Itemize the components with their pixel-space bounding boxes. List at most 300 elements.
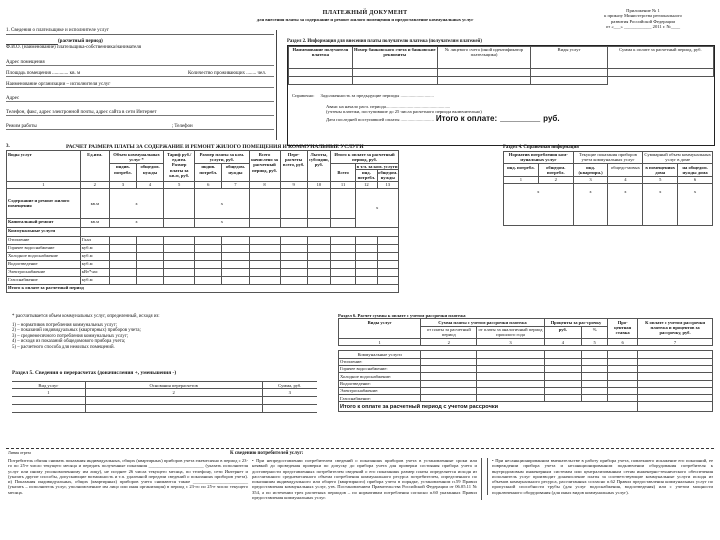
service-unit: кв.м [80, 188, 109, 218]
table-row [339, 395, 713, 402]
notes-item: 5) – расчетного способа для нежилых помещений. [12, 344, 115, 350]
tariff-cell[interactable] [164, 218, 195, 227]
cell[interactable] [109, 236, 136, 244]
cell[interactable] [377, 268, 398, 276]
col-service-type: Вид услуг [12, 382, 85, 389]
cell[interactable] [307, 218, 330, 227]
org-row[interactable] [6, 77, 274, 88]
col-number: 1 [339, 339, 421, 346]
service-name: Водоотведение: [339, 380, 421, 387]
col-interest-rub: руб. [544, 326, 581, 339]
cell[interactable] [280, 188, 307, 218]
cell[interactable] [421, 351, 477, 358]
cell[interactable] [109, 252, 136, 260]
col-total-accrued: Всего начислено за расчетный период, руб. [249, 151, 280, 181]
col-number: 6 [195, 181, 222, 188]
section3-charges [6, 144, 399, 293]
col-meter-common: общедо-мовых [608, 164, 643, 177]
col-bank-account: Номер банковского счета и банковские реквизиты [352, 46, 437, 68]
recipient-cell[interactable] [289, 76, 353, 84]
cell[interactable] [331, 236, 356, 244]
col-number: 10 [307, 181, 330, 188]
cell[interactable] [608, 380, 638, 387]
cell[interactable] [608, 358, 638, 365]
col-number: 3 [262, 389, 317, 396]
cell[interactable] [356, 252, 377, 260]
last-payment-label: Дата последней поступившей оплаты ............................. [326, 117, 434, 123]
cell[interactable] [331, 276, 356, 284]
cell[interactable] [249, 252, 280, 260]
cell[interactable] [544, 387, 581, 394]
col-number: 6 [608, 339, 638, 346]
cell[interactable] [307, 188, 330, 218]
cell[interactable] [137, 268, 164, 276]
col-rate: Про-центная ставка [608, 319, 638, 339]
cell[interactable] [222, 260, 249, 268]
cell[interactable] [331, 188, 356, 218]
cell[interactable] [544, 351, 581, 358]
table-row [339, 365, 713, 372]
contacts-label: Телефон, факс, адрес электронной почты, адрес сайта в сети Интернет [6, 109, 157, 115]
cell[interactable] [544, 358, 581, 365]
cell[interactable] [195, 276, 222, 284]
cell[interactable] [477, 380, 544, 387]
service-name: Содержание и ремонт жилого помещения [7, 188, 81, 218]
cell[interactable] [356, 276, 377, 284]
cell[interactable] [280, 260, 307, 268]
col-common-needs: на общедом. нужды дома [678, 164, 713, 177]
cell[interactable] [195, 260, 222, 268]
table-row [339, 351, 713, 358]
section3-heading [6, 144, 399, 150]
table-row [7, 252, 399, 260]
table-row [7, 227, 399, 236]
section1-payer-info [6, 28, 274, 130]
cell[interactable] [307, 236, 330, 244]
cell[interactable] [638, 351, 713, 358]
table-row [12, 396, 317, 404]
col-to-pay-common: общедом. нужды [378, 170, 398, 181]
cell[interactable] [109, 268, 136, 276]
notes-item: 4) – исходя из показаний общедомового прибора учета; [12, 339, 126, 345]
to-pay-mark: х [356, 188, 399, 227]
common-needs-mark: х [678, 183, 713, 225]
col-number: 6 [678, 176, 713, 183]
cell[interactable] [638, 365, 713, 372]
total-row [7, 284, 399, 292]
col-pay-common: общедом. нужды [222, 163, 249, 181]
service-name: Газоснабжение [7, 276, 81, 284]
cell[interactable] [307, 252, 330, 260]
cell[interactable] [222, 244, 249, 252]
col-to-pay: Итого к оплате за расчетный период, руб. [331, 151, 399, 164]
service-name: Электроснабжение [7, 268, 81, 276]
section3-title: РАСЧЕТ РАЗМЕРА ПЛАТЫ ЗА СОДЕРЖАНИЕ И РЕМОНТ ЖИЛОГО ПОМЕЩЕНИЯ И КОММУНАЛЬНЫЕ УСЛУГИ [66, 144, 364, 150]
account-cell[interactable] [437, 76, 531, 84]
service-name: Коммунальные услуги [339, 351, 421, 358]
cell[interactable] [280, 236, 307, 244]
table-row [7, 188, 399, 218]
cell[interactable] [85, 396, 262, 404]
cell[interactable] [477, 351, 544, 358]
table-row [7, 218, 399, 227]
reference-label: Справочно: [292, 92, 315, 98]
cell[interactable] [638, 358, 713, 365]
col-recipient-name: Наименование получателя платежа [289, 46, 353, 68]
table-row [339, 380, 713, 387]
footer-title: К сведению потребителей услуг: [230, 451, 304, 456]
premises-mark: х [643, 183, 678, 225]
section4-title: Раздел 4. Справочная информация [503, 145, 579, 150]
cell[interactable] [544, 373, 581, 380]
cell[interactable] [608, 365, 638, 372]
section5-recalculations [12, 370, 317, 413]
cell[interactable] [638, 387, 713, 394]
cell[interactable] [222, 252, 249, 260]
cell[interactable] [477, 365, 544, 372]
col-number: 4 [544, 339, 581, 346]
recipients-table [288, 46, 714, 85]
footer-col-1: Потребитель обязан снимать показания индивидуальных, общих (квартирных) приборов учета ежемесячно в период с 23-го по 25-е число текущего месяца и передать полученные показания ________________________ (указать исполнителя услуг или иному уполномоченному им лицу), не позднее 26 числа текущего месяца, по телефону, сети Интернет и (указать другие способы, допускающие возможность и т.п. удаленной передачи сведений о показаниях приборов учета). и) Показания индивидуальных, общих (квартирных) приборов учета снимаются также ________________________ (указать – исполнитель услуг, уполномоченное им лицо или иная организация) в период с 23-го по 25-е число текущего месяца. [8, 458, 248, 495]
cell[interactable] [249, 260, 280, 268]
table-row [12, 404, 317, 412]
table-row [7, 236, 399, 244]
cell[interactable] [249, 276, 280, 284]
cell[interactable] [421, 373, 477, 380]
cell[interactable] [307, 244, 330, 252]
cell[interactable] [137, 276, 164, 284]
bank-cell[interactable] [352, 76, 437, 84]
phone-label: ; Телефон [171, 123, 193, 129]
cell [80, 227, 398, 236]
col-sum: Сумма, руб. [262, 382, 317, 389]
service-unit: куб.м [80, 276, 109, 284]
col-number: 4 [608, 176, 643, 183]
table-row [7, 276, 399, 284]
cell[interactable] [608, 373, 638, 380]
cell[interactable] [421, 358, 477, 365]
col-payment-size: Размер платы за ком. услуги, руб. [195, 151, 249, 164]
org-address-row[interactable] [6, 88, 274, 102]
recalc-table [12, 381, 317, 413]
appendix-block [588, 8, 698, 29]
amount-cell[interactable] [607, 76, 713, 84]
cell[interactable] [477, 373, 544, 380]
service-name: Отопление: [339, 358, 421, 365]
cell[interactable] [377, 252, 398, 260]
cell[interactable] [582, 387, 608, 394]
cell[interactable] [195, 252, 222, 260]
cell[interactable] [195, 244, 222, 252]
col-from-prev: от платы за аналогичный период прошлого года [478, 327, 543, 338]
cut-line [6, 448, 714, 449]
appendix-line: к приказу Министерства регионального [604, 13, 682, 19]
debt-row [292, 93, 710, 98]
col-interest: Проценты за рас-срочку [544, 319, 608, 326]
col-number: 2 [421, 339, 477, 346]
cell[interactable] [280, 276, 307, 284]
cell[interactable] [638, 373, 713, 380]
cell[interactable] [477, 395, 544, 402]
cell[interactable] [638, 380, 713, 387]
cell[interactable] [356, 236, 377, 244]
col-norms: Норматив потребления ком-мунальных услуг [504, 151, 574, 164]
col-number: 7 [638, 339, 713, 346]
col-number: 5 [643, 176, 678, 183]
cell[interactable] [377, 276, 398, 284]
col-services: Виды услуг [339, 319, 421, 339]
footer-col-3: • При несанкционированном вмешательстве в работу прибора учета, повлекшего искажение его показаний, ее повреждении прибора учета и несанкционированном подключении оборудования потребителя к внутридомовым инженерным системам или централизованным сетям инженерно-технического обеспечения исполнитель услуг производит доначисление платы за соответствующие коммунальные услуги исходя из объемов коммунального ресурса, рассчитанных согласно п.62 Правил предоставления коммунальных услуг по пропускной способности трубы (для услуг водоснабжения, водоотведения) или с учетом мощности подключенного оборудования (для иных видов коммунальных услуг). [487, 458, 713, 495]
col-number: 1 [7, 181, 81, 188]
cell[interactable] [421, 365, 477, 372]
col-interest-pct: % [582, 326, 608, 339]
col-to-pay-split [356, 170, 398, 181]
notes-item: 3) – среднемесячного потребления коммунальных услуг; [12, 333, 129, 339]
tariff-cell[interactable] [164, 188, 195, 218]
col-service-types: Виды услуг [531, 46, 608, 68]
cell[interactable] [582, 365, 608, 372]
address-row[interactable] [6, 55, 274, 66]
cell[interactable] [307, 268, 330, 276]
cell[interactable] [582, 395, 608, 402]
cell[interactable] [164, 252, 195, 260]
table-row [7, 260, 399, 268]
service-name: Электроснабжение: [339, 387, 421, 394]
cell[interactable] [137, 244, 164, 252]
col-number: 11 [331, 181, 356, 188]
period-label: (расчетный период) [58, 38, 103, 44]
cell[interactable] [164, 276, 195, 284]
section6-installment [338, 313, 713, 412]
cell[interactable] [608, 395, 638, 402]
payments-note: (учтены платежи, поступившие до 25 числа расчетного периода включительно) [326, 109, 482, 115]
col-in-premises: в помещениях дома [643, 164, 678, 177]
col-sum-installment: Сумма платы с учетом рассрочки платежа [421, 319, 544, 326]
col-number: 5 [164, 181, 195, 188]
contacts-row[interactable] [6, 102, 274, 116]
cell[interactable] [582, 380, 608, 387]
service-cell[interactable] [531, 68, 608, 76]
cell[interactable] [195, 268, 222, 276]
cell[interactable] [421, 380, 477, 387]
cell[interactable] [164, 260, 195, 268]
section6-title: Раздел 6. Расчет суммы к оплате с учетом рассрочки платежа [338, 313, 466, 318]
document-title: ПЛАТЕЖНЫЙ ДОКУМЕНТ [322, 10, 408, 16]
cell[interactable] [280, 244, 307, 252]
cell[interactable] [377, 244, 398, 252]
cell[interactable] [222, 236, 249, 244]
cell[interactable] [307, 276, 330, 284]
cell[interactable] [544, 380, 581, 387]
cell[interactable] [262, 404, 317, 412]
cell[interactable] [262, 396, 317, 404]
total-label: Итого к оплате: [435, 114, 498, 124]
service-name: Газоснабжение: [339, 395, 421, 402]
cell[interactable] [421, 395, 477, 402]
cell[interactable] [377, 260, 398, 268]
cell[interactable] [582, 351, 608, 358]
period-field[interactable] [6, 39, 58, 45]
cell[interactable] [249, 188, 280, 218]
col-to-pay-incl-group [356, 163, 399, 181]
col-number-row [339, 339, 713, 346]
cell[interactable] [109, 276, 136, 284]
cell[interactable] [477, 387, 544, 394]
cell[interactable] [608, 351, 638, 358]
service-name: Отопление [7, 236, 81, 244]
document-header [235, 10, 495, 22]
service-name: Водоотведение [7, 260, 81, 268]
cell[interactable] [249, 244, 280, 252]
col-number-row [504, 176, 713, 183]
col-number: 1 [12, 389, 85, 396]
col-benefits: Льготы, субсидии, руб. [307, 151, 330, 181]
col-number-row [7, 181, 399, 188]
area-label: Площадь помещения ............. кв. м [6, 70, 81, 76]
col-volume-ind: индив. потребл. [109, 163, 136, 181]
cell[interactable] [164, 244, 195, 252]
cell[interactable] [544, 365, 581, 372]
col-number: 9 [280, 181, 307, 188]
service-cell[interactable] [531, 76, 608, 84]
cell[interactable] [582, 373, 608, 380]
col-to-pay-incl: в т.ч. за ком. услуги [356, 163, 398, 169]
reference-table [503, 151, 713, 226]
meter-common-mark: х [608, 183, 643, 225]
col-number: 2 [85, 389, 262, 396]
col-number: 4 [137, 181, 164, 188]
col-number: 12 [356, 181, 377, 188]
col-norm-ind: инд. потребл. [504, 164, 539, 177]
volume-mark: х [109, 188, 163, 218]
cell[interactable] [377, 236, 398, 244]
cell[interactable] [164, 236, 195, 244]
cell[interactable] [331, 260, 356, 268]
meter-ind-mark: х [573, 183, 608, 225]
total-row-label: Итого к оплате за расчетный период [7, 284, 399, 292]
org-label: Наименование организации – исполнителя услуг [6, 81, 111, 87]
service-name: Холодное водоснабжение: [339, 373, 421, 380]
cell[interactable] [638, 395, 713, 402]
cell[interactable] [356, 260, 377, 268]
document-subtitle: для внесения платы за содержание и ремонт жилого помещения и предоставление коммунальных услуг [256, 16, 474, 22]
cell[interactable] [164, 268, 195, 276]
account-cell[interactable] [437, 68, 531, 76]
notes-item: 2) – показаний индивидуальных (квартирных) приборов учета; [12, 328, 141, 334]
col-number: 2 [538, 176, 573, 183]
service-unit: кВт*час [80, 268, 109, 276]
cell[interactable] [195, 236, 222, 244]
col-number: 3 [573, 176, 608, 183]
appendix-line: от «___» ____________ 2011 г. №____ [605, 23, 681, 29]
cell[interactable] [280, 268, 307, 276]
col-number: 7 [222, 181, 249, 188]
cell[interactable] [222, 268, 249, 276]
cell[interactable] [109, 260, 136, 268]
service-name: Капитальный ремонт [7, 218, 81, 227]
cell[interactable] [356, 268, 377, 276]
table-row [339, 358, 713, 365]
cell[interactable] [249, 236, 280, 244]
cell[interactable] [280, 218, 307, 227]
service-name: Холодное водоснабжение [7, 252, 81, 260]
cell[interactable] [249, 218, 280, 227]
recipient-cell[interactable] [289, 68, 353, 76]
col-services: Виды услуг [7, 151, 81, 181]
col-recalc: Пере-расчеты всего, руб. [280, 151, 307, 181]
total-row-label: Итого к оплате за расчетный период с учетом рассрочки [339, 402, 638, 412]
cell[interactable] [356, 244, 377, 252]
amount-cell[interactable] [607, 68, 713, 76]
service-unit: кв.м [80, 218, 109, 227]
cell[interactable] [12, 404, 85, 412]
cell[interactable] [331, 218, 356, 227]
service-name: Коммунальные услуги [7, 227, 81, 236]
payment-mark: х [195, 218, 249, 227]
notes-item: 1) – нормативов потребления коммунальных услуг; [12, 322, 118, 328]
cell[interactable] [249, 268, 280, 276]
col-pay-ind: индив. потребл. [195, 163, 222, 181]
col-number: 3 [477, 339, 544, 346]
bank-cell[interactable] [352, 68, 437, 76]
last-payment-row [326, 114, 710, 123]
cell[interactable] [608, 387, 638, 394]
cell[interactable] [331, 252, 356, 260]
col-volume: Объем коммунальных услуг * [109, 151, 163, 164]
appendix-line: развития Российской Федерации [611, 18, 675, 24]
section3-number: 3. [6, 144, 10, 149]
cell[interactable] [544, 395, 581, 402]
cell[interactable] [331, 244, 356, 252]
cell[interactable] [137, 260, 164, 268]
col-recalc-basis: Основания перерасчетов [85, 382, 262, 389]
hours-label: Режим работы [6, 123, 37, 129]
cell[interactable] [331, 268, 356, 276]
col-tariff: Тариф руб./ед.изм. Размер платы за кв.м, руб. [164, 151, 195, 181]
table-row [339, 373, 713, 380]
payment-mark: х [195, 188, 249, 218]
cell[interactable] [307, 260, 330, 268]
debt-label: Задолженность за предыдущие периоды ............................. [320, 92, 434, 98]
currency-label: руб. [543, 114, 560, 124]
cell[interactable] [280, 252, 307, 260]
address-label: Адрес помещения [6, 59, 45, 65]
charges-table [6, 150, 399, 293]
col-number: 13 [377, 181, 398, 188]
col-unit: Ед.изм. [80, 151, 109, 181]
area-row [6, 66, 274, 77]
cell[interactable] [477, 358, 544, 365]
cell[interactable] [137, 252, 164, 260]
cell[interactable] [222, 276, 249, 284]
table-row [339, 387, 713, 394]
cell[interactable] [582, 358, 608, 365]
col-number: 3 [109, 181, 136, 188]
service-name: Горячее водоснабжение [7, 244, 81, 252]
col-volume-common: общедом. нужды [137, 163, 164, 181]
cell[interactable] [137, 236, 164, 244]
total-cell[interactable] [638, 402, 713, 412]
cell[interactable] [421, 387, 477, 394]
total-blank[interactable]: __________ [500, 114, 541, 124]
cell[interactable] [12, 396, 85, 404]
residents-label: Количество проживающих ........ чел. [188, 70, 266, 76]
table-row [7, 268, 399, 276]
service-unit: Гкал [80, 236, 109, 244]
hours-row[interactable] [6, 116, 274, 130]
cell[interactable] [85, 404, 262, 412]
cell[interactable] [109, 244, 136, 252]
